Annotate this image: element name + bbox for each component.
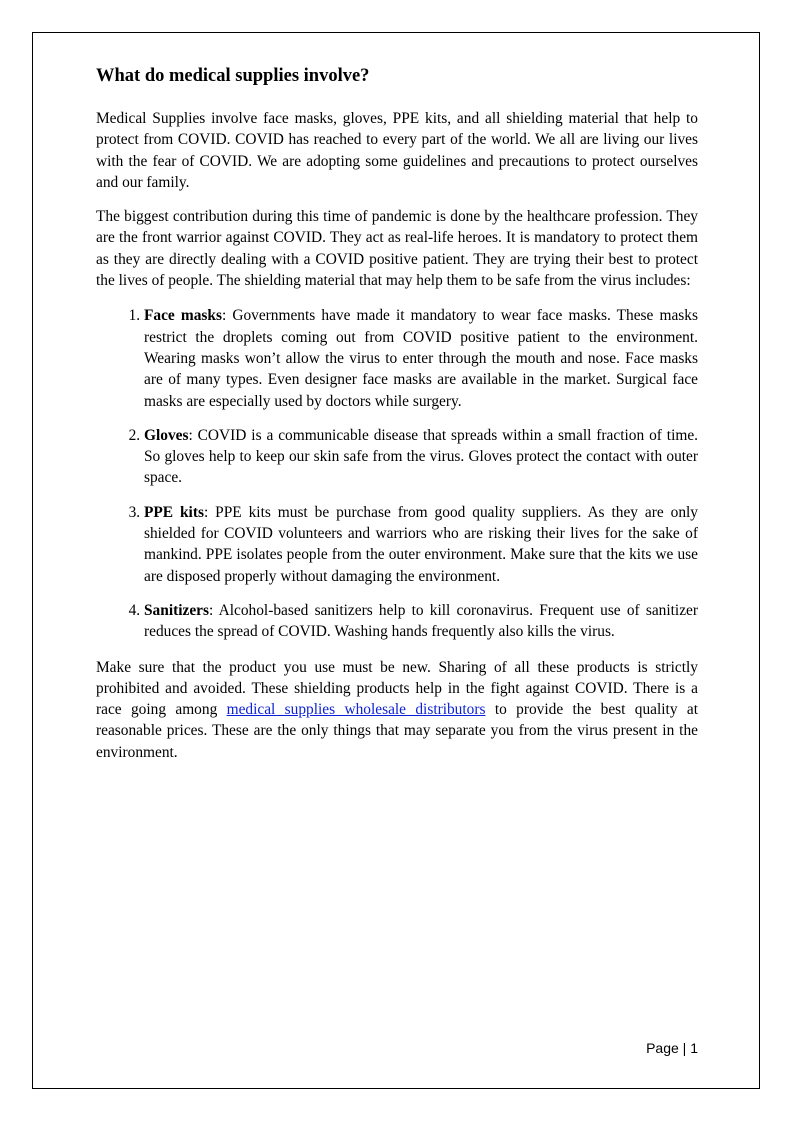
closing-text-after-link: to provide the best quality at reasonable prices. These are the only things that may separate you from the virus present in the environment.: [96, 701, 698, 761]
page-number-footer: Page | 1: [646, 1040, 698, 1056]
intro-paragraph: Medical Supplies involve face masks, gloves, PPE kits, and all shielding material that help to protect from COVID. COVID has reached to every part of the world. We all are living our lives with the fear of COVID. We are adopting some guidelines and precautions to protect ourselves and our family.: [96, 110, 698, 191]
list-item-text: : COVID is a communicable disease that spreads within a small fraction of time. So gloves help to keep our skin safe from the virus. Gloves protect the contact with outer space.: [144, 426, 698, 487]
list-item-term: Gloves: [144, 426, 189, 444]
list-item-term: Face masks: [144, 307, 222, 325]
supplies-list: [96, 305, 698, 642]
list-item-ppe-kits: [144, 502, 698, 587]
list-item-face-masks: [144, 305, 698, 411]
healthcare-paragraph: The biggest contribution during this time of pandemic is done by the healthcare profession. They are the front warrior against COVID. They act as real-life heroes. It is mandatory to protect them as they are directly dealing with a COVID positive patient. They are trying their best to protect the lives of people. The shielding material that may help them to be safe from the virus includes:: [96, 208, 698, 290]
list-item-sanitizers: [144, 600, 698, 643]
closing-paragraph: [96, 657, 698, 763]
list-item-text: : Alcohol-based sanitizers help to kill coronavirus. Frequent use of sanitizer reduces the spread of COVID. Washing hands frequently also kills the virus.: [144, 601, 698, 641]
closing-text-before-link: Make sure that the product you use must be new. Sharing of all these products is strictly prohibited and avoided. These shielding products help in the fight against COVID. There is a race going among: [96, 658, 698, 719]
distributors-link[interactable]: medical supplies wholesale distributors: [226, 701, 486, 719]
list-item-term: Sanitizers: [144, 601, 209, 619]
page-title: What do medical supplies involve?: [96, 66, 370, 86]
list-item-text: : PPE kits must be purchase from good quality suppliers. As they are only shielded for COVID volunteers and warriors who are risking their lives for the sake of mankind. PPE isolates people from the outer environment. Make sure that the kits we use are disposed properly without damaging the environment.: [144, 503, 698, 585]
document-body: [96, 64, 698, 776]
list-item-gloves: [144, 425, 698, 489]
list-item-text: : Governments have made it mandatory to wear face masks. These masks restrict the droplets coming out from COVID positive patient to the environment. Wearing masks won’t allow the virus to enter through the mouth and nose. Face masks are of many types. Even designer face masks are available in the market. Surgical face masks are especially used by doctors while surgery.: [144, 307, 698, 410]
list-item-term: PPE kits: [144, 503, 204, 521]
